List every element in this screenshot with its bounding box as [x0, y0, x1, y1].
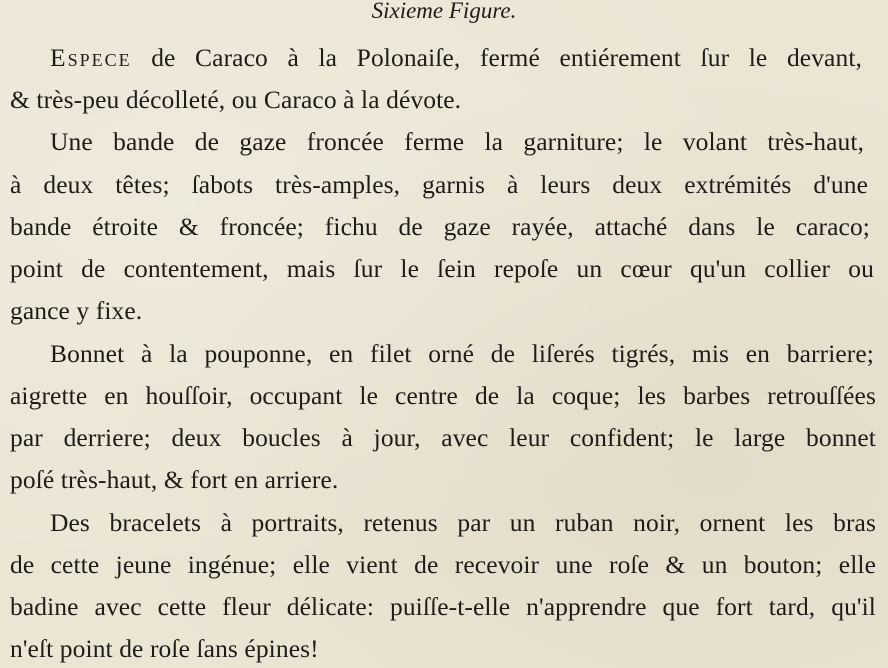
paragraph-1-line-2 [10, 85, 461, 115]
paragraph-4-line-4-text: n'eſt point de roſe ſans épines! [10, 634, 319, 663]
paragraph-4-line-1 [50, 508, 876, 538]
paragraph-3-line-3-text: par derriere; deux boucles à jour, avec leur confident; le large bonnet [10, 423, 876, 452]
paragraph-3-line-2-text: aigrette en houſſoir, occupant le centre de la coque; les barbes retrouſſées [10, 381, 876, 410]
paragraph-4-line-4 [10, 634, 319, 664]
paragraph-3-line-4-text: poſé très-haut, & fort en arriere. [10, 465, 339, 494]
paragraph-3-line-4 [10, 465, 338, 495]
paragraph-4-line-1-text: Des bracelets à portraits, retenus par un ruban noir, ornent les bras [50, 508, 876, 537]
paragraph-2-line-5 [10, 296, 142, 326]
paragraph-3-line-3 [10, 423, 876, 453]
paragraph-3-line-2 [10, 381, 876, 411]
paragraph-3-line-1-text: Bonnet à la pouponne, en filet orné de liſerés tigrés, mis en barriere; [50, 339, 874, 368]
paragraph-2-line-2 [10, 170, 868, 200]
paragraph-1-line-2-text: & très-peu décolleté, ou Caraco à la dévote. [10, 85, 462, 114]
paragraph-2-line-3 [10, 212, 870, 242]
paragraph-2-line-5-text: gance y fixe. [10, 296, 143, 325]
paragraph-3-line-1 [50, 339, 874, 369]
paragraph-2-line-1 [50, 127, 864, 157]
paragraph-2-line-4-text: point de contentement, mais ſur le ſein repoſe un cœur qu'un collier ou [10, 254, 874, 283]
paragraph-2-line-2-text: à deux têtes; ſabots très-amples, garnis à leurs deux extrémités d'une [10, 170, 868, 199]
paragraph-4-line-3-text: badine avec cette fleur délicate: puiſſe-t-elle n'apprendre que fort tard, qu'il [10, 592, 876, 621]
paragraph-4-line-3 [10, 592, 876, 622]
paragraph-1-line-1 [50, 43, 862, 73]
paragraph-1-line-1-text: Espece de Caraco à la Polonaiſe, fermé entiérement ſur le devant, [50, 43, 862, 72]
paragraph-4-line-2 [10, 550, 876, 580]
paragraph-2-line-1-text: Une bande de gaze froncée ferme la garniture; le volant très-haut, [50, 127, 864, 156]
paragraph-4-line-2-text: de cette jeune ingénue; elle vient de recevoir une roſe & un bouton; elle [10, 550, 876, 579]
figure-heading: Sixieme Figure. [371, 0, 517, 23]
paragraph-2-line-3-text: bande étroite & froncée; fichu de gaze rayée, attaché dans le caraco; [10, 212, 870, 241]
paragraph-2-line-4 [10, 254, 874, 284]
